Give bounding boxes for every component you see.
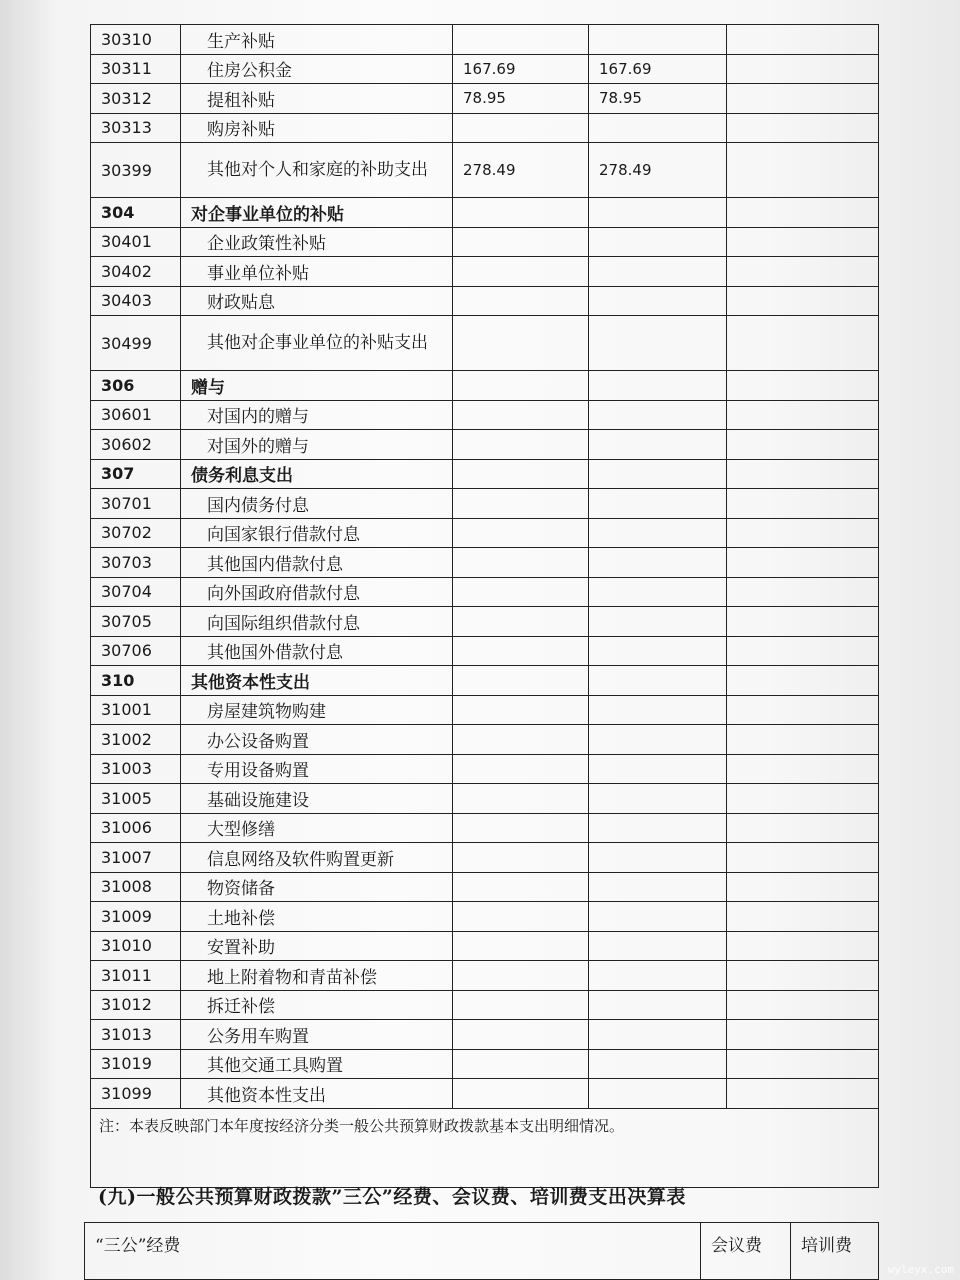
- table-row: [91, 257, 879, 287]
- name-cell: 其他国外借款付息: [181, 636, 453, 666]
- value-cell-2: [589, 577, 727, 607]
- value-cell-1: [453, 961, 589, 991]
- code-cell: 31005: [91, 784, 181, 814]
- value-cell-3: [727, 961, 879, 991]
- name-cell: 向外国政府借款付息: [181, 577, 453, 607]
- table-note-row: [91, 1108, 879, 1187]
- value-cell-1: [453, 902, 589, 932]
- value-cell-1: [453, 577, 589, 607]
- value-cell-2: [589, 1049, 727, 1079]
- value-cell-1: [453, 400, 589, 430]
- table-row: [91, 813, 879, 843]
- name-cell: 专用设备购置: [181, 754, 453, 784]
- value-cell-2: [589, 1020, 727, 1050]
- value-cell-3: [727, 25, 879, 55]
- value-cell-2: [589, 198, 727, 228]
- name-cell: 其他资本性支出: [181, 666, 453, 696]
- name-cell: 其他资本性支出: [181, 1079, 453, 1109]
- value-cell-2: [589, 286, 727, 316]
- name-cell: 企业政策性补贴: [181, 227, 453, 257]
- name-cell: 向国家银行借款付息: [181, 518, 453, 548]
- table-row: [91, 961, 879, 991]
- code-cell: 304: [91, 198, 181, 228]
- value-cell-1: [453, 754, 589, 784]
- value-cell-1: [453, 316, 589, 371]
- table-row: [91, 54, 879, 84]
- value-cell-3: [727, 548, 879, 578]
- code-cell: 30706: [91, 636, 181, 666]
- value-cell-1: [453, 257, 589, 287]
- value-cell-1: [453, 725, 589, 755]
- value-cell-3: [727, 489, 879, 519]
- value-cell-3: [727, 931, 879, 961]
- value-cell-2: [589, 400, 727, 430]
- value-cell-1: 167.69: [453, 54, 589, 84]
- name-cell: 向国际组织借款付息: [181, 607, 453, 637]
- code-cell: 30403: [91, 286, 181, 316]
- value-cell-2: [589, 548, 727, 578]
- value-cell-1: [453, 666, 589, 696]
- table-row: [91, 931, 879, 961]
- value-cell-2: [589, 813, 727, 843]
- table-row: [91, 430, 879, 460]
- code-cell: 306: [91, 371, 181, 401]
- value-cell-2: [589, 784, 727, 814]
- name-cell: 房屋建筑物购建: [181, 695, 453, 725]
- value-cell-2: [589, 990, 727, 1020]
- value-cell-3: [727, 902, 879, 932]
- value-cell-3: [727, 430, 879, 460]
- name-cell: 赠与: [181, 371, 453, 401]
- value-cell-2: [589, 489, 727, 519]
- code-cell: 30601: [91, 400, 181, 430]
- table-group-row: [91, 371, 879, 401]
- name-cell: 对国外的赠与: [181, 430, 453, 460]
- value-cell-1: [453, 430, 589, 460]
- table-row: [91, 400, 879, 430]
- name-cell: 国内债务付息: [181, 489, 453, 519]
- value-cell-3: [727, 666, 879, 696]
- name-cell: 其他对企事业单位的补贴支出: [181, 316, 453, 371]
- value-cell-1: 78.95: [453, 84, 589, 114]
- value-cell-1: 278.49: [453, 143, 589, 198]
- code-cell: 30312: [91, 84, 181, 114]
- value-cell-1: [453, 872, 589, 902]
- value-cell-3: [727, 371, 879, 401]
- table-row: [91, 143, 879, 198]
- table-row: [91, 902, 879, 932]
- table-row: [91, 607, 879, 637]
- table-row: [91, 695, 879, 725]
- name-cell: 债务利息支出: [181, 459, 453, 489]
- name-cell: 安置补助: [181, 931, 453, 961]
- value-cell-2: [589, 227, 727, 257]
- code-cell: 307: [91, 459, 181, 489]
- section-title: (九)一般公共预算财政拨款”三公”经费、会议费、培训费支出决算表: [98, 1186, 686, 1208]
- value-cell-2: [589, 113, 727, 143]
- name-cell: 拆迁补偿: [181, 990, 453, 1020]
- table-note: 注：本表反映部门本年度按经济分类一般公共预算财政拨款基本支出明细情况。: [91, 1108, 879, 1187]
- header-training-fee: 培训费: [791, 1223, 879, 1280]
- value-cell-1: [453, 489, 589, 519]
- value-cell-1: [453, 1020, 589, 1050]
- name-cell: 其他对个人和家庭的补助支出: [181, 143, 453, 198]
- table-row: [91, 872, 879, 902]
- value-cell-3: [727, 54, 879, 84]
- value-cell-3: [727, 1049, 879, 1079]
- value-cell-2: [589, 725, 727, 755]
- value-cell-1: [453, 198, 589, 228]
- name-cell: 其他交通工具购置: [181, 1049, 453, 1079]
- value-cell-2: [589, 636, 727, 666]
- value-cell-3: [727, 813, 879, 843]
- value-cell-2: 278.49: [589, 143, 727, 198]
- code-cell: 31013: [91, 1020, 181, 1050]
- table-row: [91, 990, 879, 1020]
- code-cell: 30311: [91, 54, 181, 84]
- value-cell-2: [589, 902, 727, 932]
- code-cell: 30703: [91, 548, 181, 578]
- table-row: [91, 725, 879, 755]
- expenditure-detail-table: [90, 24, 879, 1188]
- name-cell: 购房补贴: [181, 113, 453, 143]
- code-cell: 31002: [91, 725, 181, 755]
- code-cell: 30402: [91, 257, 181, 287]
- value-cell-3: [727, 1079, 879, 1109]
- value-cell-2: [589, 518, 727, 548]
- code-cell: 31001: [91, 695, 181, 725]
- value-cell-3: [727, 1020, 879, 1050]
- value-cell-3: [727, 113, 879, 143]
- value-cell-2: [589, 872, 727, 902]
- value-cell-2: 78.95: [589, 84, 727, 114]
- value-cell-1: [453, 1079, 589, 1109]
- value-cell-3: [727, 725, 879, 755]
- code-cell: 30704: [91, 577, 181, 607]
- value-cell-1: [453, 843, 589, 873]
- value-cell-1: [453, 113, 589, 143]
- value-cell-3: [727, 636, 879, 666]
- value-cell-2: [589, 257, 727, 287]
- code-cell: 30399: [91, 143, 181, 198]
- name-cell: 其他国内借款付息: [181, 548, 453, 578]
- name-cell: 住房公积金: [181, 54, 453, 84]
- table-row: [91, 25, 879, 55]
- code-cell: 31007: [91, 843, 181, 873]
- value-cell-3: [727, 518, 879, 548]
- value-cell-3: [727, 784, 879, 814]
- value-cell-3: [727, 577, 879, 607]
- code-cell: 31003: [91, 754, 181, 784]
- code-cell: 31010: [91, 931, 181, 961]
- value-cell-1: [453, 784, 589, 814]
- name-cell: 大型修缮: [181, 813, 453, 843]
- code-cell: 31012: [91, 990, 181, 1020]
- code-cell: 30702: [91, 518, 181, 548]
- name-cell: 公务用车购置: [181, 1020, 453, 1050]
- value-cell-2: [589, 843, 727, 873]
- name-cell: 对国内的赠与: [181, 400, 453, 430]
- code-cell: 30602: [91, 430, 181, 460]
- value-cell-1: [453, 607, 589, 637]
- name-cell: 基础设施建设: [181, 784, 453, 814]
- value-cell-3: [727, 695, 879, 725]
- table-row: [91, 84, 879, 114]
- value-cell-3: [727, 143, 879, 198]
- code-cell: 30705: [91, 607, 181, 637]
- value-cell-3: [727, 990, 879, 1020]
- value-cell-2: [589, 371, 727, 401]
- value-cell-3: [727, 257, 879, 287]
- name-cell: 财政贴息: [181, 286, 453, 316]
- value-cell-2: [589, 459, 727, 489]
- table-row: [91, 843, 879, 873]
- table-group-row: [91, 459, 879, 489]
- code-cell: 31011: [91, 961, 181, 991]
- value-cell-3: [727, 607, 879, 637]
- name-cell: 办公设备购置: [181, 725, 453, 755]
- table-row: [91, 489, 879, 519]
- table-row: [91, 518, 879, 548]
- value-cell-3: [727, 286, 879, 316]
- value-cell-3: [727, 459, 879, 489]
- table-row: [91, 316, 879, 371]
- value-cell-2: [589, 25, 727, 55]
- table-row: [91, 1020, 879, 1050]
- value-cell-3: [727, 198, 879, 228]
- name-cell: 事业单位补贴: [181, 257, 453, 287]
- table-row: [91, 227, 879, 257]
- value-cell-2: [589, 430, 727, 460]
- table-group-row: [91, 198, 879, 228]
- value-cell-2: [589, 607, 727, 637]
- value-cell-1: [453, 25, 589, 55]
- value-cell-3: [727, 227, 879, 257]
- name-cell: 信息网络及软件购置更新: [181, 843, 453, 873]
- table-row: [91, 577, 879, 607]
- value-cell-1: [453, 813, 589, 843]
- value-cell-3: [727, 316, 879, 371]
- value-cell-2: [589, 754, 727, 784]
- code-cell: 30701: [91, 489, 181, 519]
- value-cell-3: [727, 872, 879, 902]
- value-cell-2: [589, 695, 727, 725]
- code-cell: 31008: [91, 872, 181, 902]
- table-group-row: [91, 666, 879, 696]
- code-cell: 31019: [91, 1049, 181, 1079]
- value-cell-2: [589, 316, 727, 371]
- value-cell-3: [727, 400, 879, 430]
- value-cell-1: [453, 1049, 589, 1079]
- header-meeting-fee: 会议费: [701, 1223, 791, 1280]
- value-cell-3: [727, 84, 879, 114]
- watermark: wyleyx.com: [887, 1263, 954, 1276]
- sangong-table: [84, 1222, 879, 1280]
- table-row: [91, 548, 879, 578]
- value-cell-2: [589, 666, 727, 696]
- table-row: [91, 636, 879, 666]
- code-cell: 30499: [91, 316, 181, 371]
- value-cell-2: [589, 931, 727, 961]
- code-cell: 31099: [91, 1079, 181, 1109]
- code-cell: 30401: [91, 227, 181, 257]
- value-cell-1: [453, 227, 589, 257]
- name-cell: 物资储备: [181, 872, 453, 902]
- value-cell-1: [453, 548, 589, 578]
- table-row: [91, 1049, 879, 1079]
- header-sangong: “三公”经费: [85, 1223, 701, 1280]
- code-cell: 30313: [91, 113, 181, 143]
- value-cell-3: [727, 843, 879, 873]
- table-row: [91, 1079, 879, 1109]
- name-cell: 地上附着物和青苗补偿: [181, 961, 453, 991]
- code-cell: 31009: [91, 902, 181, 932]
- value-cell-1: [453, 990, 589, 1020]
- value-cell-1: [453, 695, 589, 725]
- value-cell-1: [453, 636, 589, 666]
- code-cell: 31006: [91, 813, 181, 843]
- table-row: [91, 754, 879, 784]
- table-row: [91, 113, 879, 143]
- name-cell: 对企事业单位的补贴: [181, 198, 453, 228]
- value-cell-1: [453, 518, 589, 548]
- code-cell: 310: [91, 666, 181, 696]
- value-cell-2: [589, 1079, 727, 1109]
- value-cell-1: [453, 371, 589, 401]
- table-row: [91, 784, 879, 814]
- name-cell: 提租补贴: [181, 84, 453, 114]
- value-cell-2: 167.69: [589, 54, 727, 84]
- value-cell-2: [589, 961, 727, 991]
- value-cell-1: [453, 931, 589, 961]
- name-cell: 土地补偿: [181, 902, 453, 932]
- name-cell: 生产补贴: [181, 25, 453, 55]
- table-row: [91, 286, 879, 316]
- value-cell-1: [453, 286, 589, 316]
- value-cell-3: [727, 754, 879, 784]
- value-cell-1: [453, 459, 589, 489]
- code-cell: 30310: [91, 25, 181, 55]
